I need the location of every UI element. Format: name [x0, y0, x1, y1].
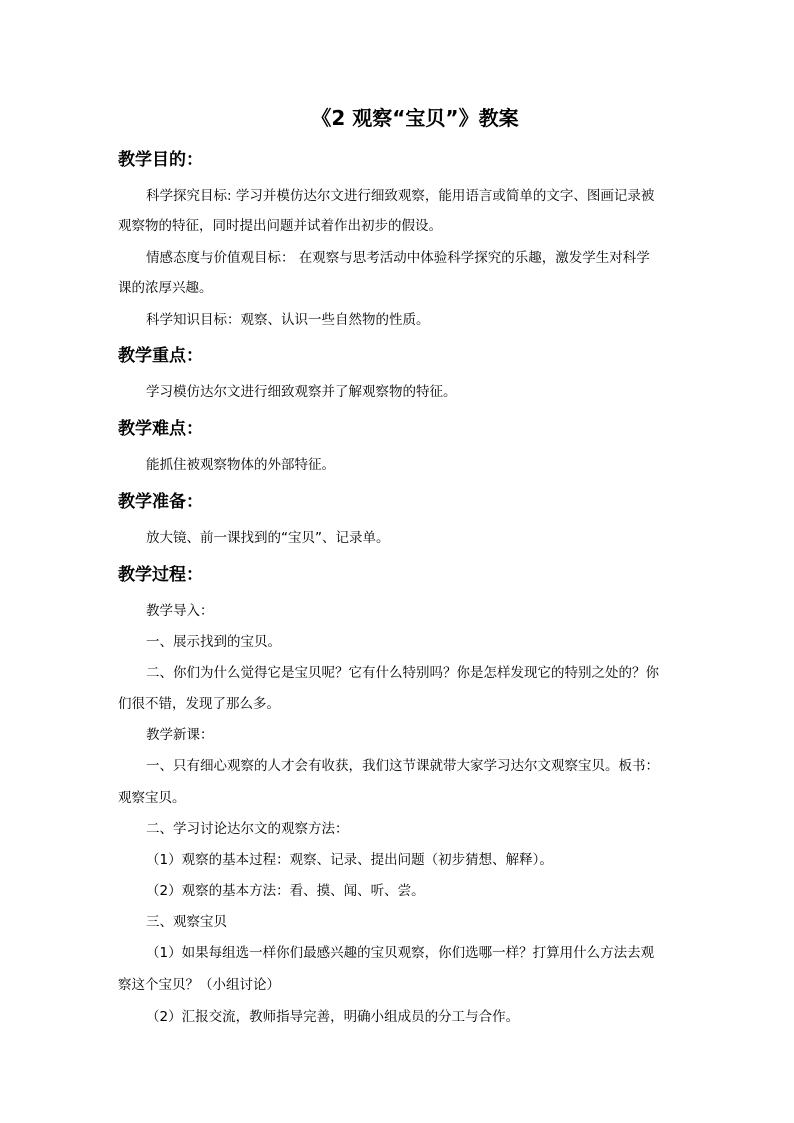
process-line-9: （1）观察的基本过程：观察、记录、提出问题（初步猜想、解释）。 — [146, 852, 553, 868]
heading-key-points: 教学重点： — [118, 346, 203, 366]
heading-process: 教学过程： — [118, 565, 203, 585]
objectives-line-4: 课的浓厚兴趣。 — [118, 280, 213, 296]
heading-difficulties: 教学难点： — [118, 419, 203, 439]
key-points-line-1: 学习模仿达尔文进行细致观察并了解观察物的特征。 — [146, 384, 457, 400]
process-line-13: 察这个宝贝？（小组讨论） — [118, 977, 280, 993]
heading-preparation: 教学准备： — [118, 492, 203, 512]
preparation-line-1: 放大镜、前一课找到的“宝贝”、记录单。 — [146, 530, 390, 546]
difficulties-line-1: 能抓住被观察物体的外部特征。 — [146, 457, 335, 473]
objectives-line-5: 科学知识目标：观察、认识一些自然物的性质。 — [146, 312, 430, 328]
process-line-8: 二、学习讨论达尔文的观察方法： — [146, 821, 349, 837]
process-line-6: 一、只有细心观察的人才会有收获，我们这节课就带大家学习达尔文观察宝贝。板书： — [146, 758, 659, 774]
process-line-11: 三、观察宝贝 — [146, 914, 227, 930]
process-line-12: （1）如果每组选一样你们最感兴趣的宝贝观察，你们选哪一样？打算用什么方法去观 — [146, 945, 655, 961]
heading-objectives: 教学目的： — [118, 150, 203, 170]
process-line-1: 教学导入： — [146, 603, 214, 619]
objectives-line-2: 观察物的特征，同时提出问题并试着作出初步的假设。 — [118, 218, 442, 234]
document-title: 《2 观察“宝贝”》教案 — [311, 106, 519, 130]
process-line-5: 教学新课： — [146, 727, 214, 743]
process-line-7: 观察宝贝。 — [118, 790, 186, 806]
process-line-10: （2）观察的基本方法：看、摸、闻、听、尝。 — [146, 883, 425, 899]
process-line-4: 们很不错，发现了那么多。 — [118, 696, 280, 712]
process-line-3: 二、你们为什么觉得它是宝贝呢？它有什么特别吗？你是怎样发现它的特别之处的？你 — [146, 665, 659, 681]
process-line-14: （2）汇报交流，教师指导完善，明确小组成员的分工与合作。 — [146, 1009, 520, 1025]
objectives-line-1: 科学探究目标: 学习并模仿达尔文进行细致观察，能用语言或简单的文字、图画记录被 — [146, 188, 655, 204]
process-line-2: 一、展示找到的宝贝。 — [146, 634, 281, 650]
objectives-line-3: 情感态度与价值观目标： 在观察与思考活动中体验科学探究的乐趣，激发学生对科学 — [146, 250, 650, 266]
